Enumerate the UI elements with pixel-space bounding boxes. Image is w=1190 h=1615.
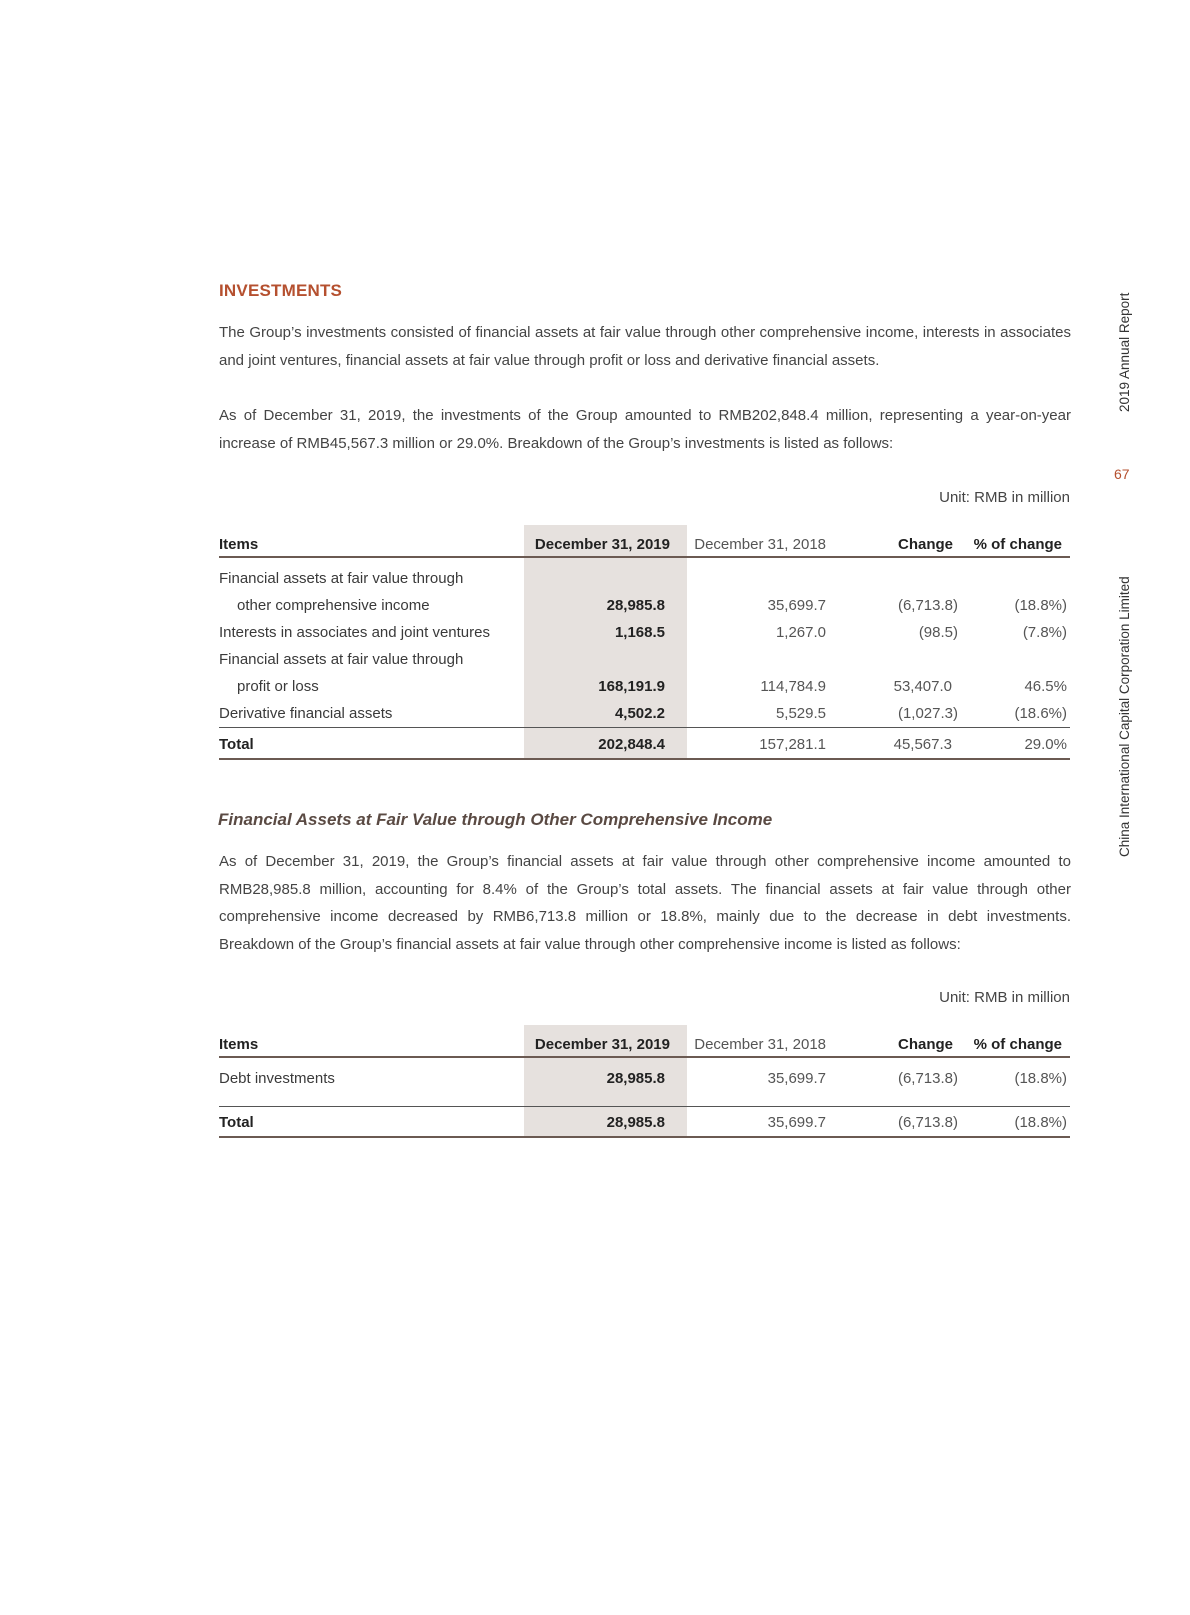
cell-pct: (18.8%) — [1014, 597, 1067, 614]
header-2019: December 31, 2019 — [534, 1036, 670, 1053]
row-label: Interests in associates and joint ventures — [219, 624, 490, 641]
cell-2018: 35,699.7 — [767, 597, 826, 614]
table-header — [219, 531, 1070, 558]
row-label: Financial assets at fair value through — [219, 651, 464, 668]
cell-2019: 28,985.8 — [606, 1070, 665, 1087]
header-items: Items — [219, 1036, 259, 1053]
subtotal-rule — [219, 727, 1070, 728]
total-2019: 28,985.8 — [606, 1114, 665, 1131]
row-label: other comprehensive income — [237, 597, 430, 614]
cell-change: (6,713.8) — [897, 1070, 958, 1087]
header-rule — [219, 556, 1070, 558]
table-row — [219, 619, 1070, 646]
header-2019: December 31, 2019 — [534, 536, 670, 553]
company-name-vertical: China International Capital Corporation Limited — [1117, 576, 1132, 857]
header-2018: December 31, 2018 — [694, 1036, 826, 1053]
cell-change: 53,407.0 — [893, 678, 952, 695]
cell-2019: 28,985.8 — [606, 597, 665, 614]
page-number: 67 — [1114, 466, 1130, 482]
total-row — [219, 731, 1070, 758]
cell-pct: (7.8%) — [1022, 624, 1067, 641]
row-label: profit or loss — [237, 678, 319, 695]
header-rule — [219, 1056, 1070, 1058]
cell-change: (6,713.8) — [897, 597, 958, 614]
cell-2019: 4,502.2 — [614, 705, 665, 722]
table-row — [219, 1065, 1070, 1092]
header-change: Change — [897, 536, 953, 553]
total-2019: 202,848.4 — [598, 736, 665, 753]
total-label: Total — [219, 1114, 254, 1131]
unit-label: Unit: RMB in million — [939, 489, 1070, 506]
table-row — [219, 700, 1070, 727]
bottom-rule — [219, 1136, 1070, 1138]
cell-2018: 35,699.7 — [767, 1070, 826, 1087]
header-pct-change: % of change — [973, 1036, 1062, 1053]
subsection-heading: Financial Assets at Fair Value through Other Comprehensive Income — [218, 810, 773, 829]
header-2018: December 31, 2018 — [694, 536, 826, 553]
summary-paragraph: As of December 31, 2019, the investments of the Group amounted to RMB202,848.4 million, representing a year-on-year increase of RMB45,567.3 million or 29.0%. Breakdown of the Group’s investments is listed as follows: — [219, 407, 1071, 452]
row-label: Debt investments — [219, 1070, 335, 1087]
total-2018: 157,281.1 — [759, 736, 826, 753]
total-pct: 29.0% — [1024, 736, 1067, 753]
subsection-paragraph: As of December 31, 2019, the Group’s financial assets at fair value through other comprehensive income amounted to RMB28,985.8 million, accounting for 8.4% of the Group’s total assets. The financial assets at fair value through other comprehensive income decreased by RMB6,713.8 million or 18.8%, mainly due to the decrease in debt investments. Breakdown of the Group’s financial assets at fair value through other comprehensive income is listed as follows: — [219, 853, 1071, 953]
total-change: (6,713.8) — [897, 1114, 958, 1131]
subtotal-rule — [219, 1106, 1070, 1107]
cell-2018: 114,784.9 — [760, 678, 826, 695]
cell-pct: (18.6%) — [1014, 705, 1067, 722]
total-2018: 35,699.7 — [767, 1114, 826, 1131]
total-label: Total — [219, 736, 254, 753]
total-pct: (18.8%) — [1014, 1114, 1067, 1131]
header-items: Items — [219, 536, 259, 553]
row-label: Derivative financial assets — [219, 705, 393, 722]
table-row — [219, 565, 1070, 592]
unit-label-2: Unit: RMB in million — [939, 989, 1070, 1006]
cell-pct: (18.8%) — [1014, 1070, 1067, 1087]
cell-2019: 1,168.5 — [614, 624, 665, 641]
header-change: Change — [897, 1036, 953, 1053]
intro-paragraph: The Group’s investments consisted of financial assets at fair value through other comprehensive income, interests in associates and joint ventures, financial assets at fair value through profit or loss and derivative financial assets. — [219, 324, 1071, 369]
section-heading: INVESTMENTS — [219, 281, 343, 300]
table-row — [219, 592, 1070, 619]
cell-2018: 1,267.0 — [775, 624, 826, 641]
header-pct-change: % of change — [973, 536, 1062, 553]
table-row — [219, 673, 1070, 700]
bottom-rule — [219, 758, 1070, 760]
cell-2019: 168,191.9 — [598, 678, 665, 695]
cell-pct: 46.5% — [1024, 678, 1067, 695]
table-header — [219, 1031, 1070, 1058]
total-change: 45,567.3 — [893, 736, 952, 753]
row-label: Financial assets at fair value through — [219, 570, 464, 587]
cell-change: (98.5) — [918, 624, 958, 641]
cell-change: (1,027.3) — [897, 705, 958, 722]
report-title-vertical: 2019 Annual Report — [1117, 292, 1132, 412]
total-row — [219, 1109, 1070, 1136]
table-row — [219, 646, 1070, 673]
cell-2018: 5,529.5 — [775, 705, 826, 722]
